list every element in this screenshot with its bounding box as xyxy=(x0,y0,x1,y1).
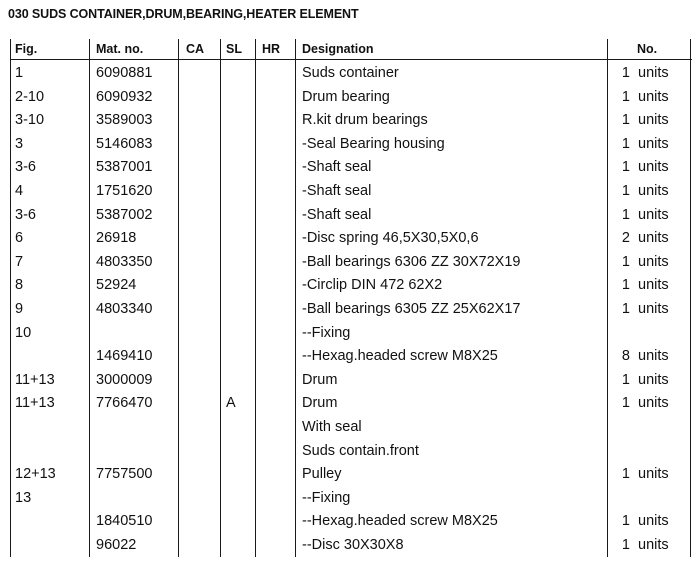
fig-number: 12+13 xyxy=(15,466,56,483)
material-number: 26918 xyxy=(96,230,137,247)
fig-number: 4 xyxy=(15,183,24,199)
material-number: 6090932 xyxy=(96,88,153,105)
quantity: 1 xyxy=(621,183,630,199)
quantity: 1 xyxy=(621,135,630,152)
table-row xyxy=(10,510,692,534)
material-number: 6090881 xyxy=(96,65,153,81)
quantity-unit: units xyxy=(638,135,669,152)
table-row xyxy=(10,322,692,346)
quantity-unit: units xyxy=(638,183,669,199)
table-row xyxy=(10,180,692,204)
table-row xyxy=(10,298,692,322)
table-row xyxy=(10,440,692,464)
quantity: 1 xyxy=(621,206,630,223)
material-number: 5387001 xyxy=(96,159,153,176)
table-row xyxy=(10,227,692,251)
material-number: 1469410 xyxy=(96,348,153,365)
material-number: 1840510 xyxy=(96,513,153,530)
material-number: 7757500 xyxy=(96,466,153,483)
column-header-sl: SL xyxy=(226,42,242,56)
quantity: 1 xyxy=(621,466,630,483)
fig-number: 11+13 xyxy=(15,371,55,388)
column-header-designation: Designation xyxy=(302,42,374,56)
quantity: 1 xyxy=(621,513,630,530)
designation: R.kit drum bearings xyxy=(302,112,428,129)
designation: --Disc 30X30X8 xyxy=(302,537,404,553)
table-row xyxy=(10,534,692,558)
table-row xyxy=(10,416,692,440)
material-number: 5146083 xyxy=(96,135,153,152)
quantity-unit: units xyxy=(638,206,669,223)
material-number: 7766470 xyxy=(96,395,153,412)
table-row xyxy=(10,156,692,180)
quantity: 1 xyxy=(621,159,630,176)
quantity: 1 xyxy=(621,112,630,129)
fig-number: 3 xyxy=(15,135,24,152)
designation: Drum xyxy=(302,395,338,412)
designation: -Shaft seal xyxy=(302,183,372,199)
material-number: 5387002 xyxy=(96,206,153,223)
document-title: 030 SUDS CONTAINER,DRUM,BEARING,HEATER ELEMENT xyxy=(8,7,359,21)
designation: With seal xyxy=(302,419,362,435)
quantity: 1 xyxy=(621,371,630,388)
material-number: 4803350 xyxy=(96,253,153,270)
table-row xyxy=(10,369,692,393)
designation: -Disc spring 46,5X30,5X0,6 xyxy=(302,230,479,247)
fig-number: 11+13 xyxy=(15,395,55,412)
table-row xyxy=(10,345,692,369)
fig-number: 8 xyxy=(15,277,24,294)
quantity: 1 xyxy=(621,301,630,317)
designation: Drum xyxy=(302,371,338,388)
table-row xyxy=(10,251,692,275)
quantity: 8 xyxy=(621,348,630,365)
material-number: 1751620 xyxy=(96,183,153,199)
column-header-ca: CA xyxy=(186,42,205,56)
quantity: 2 xyxy=(621,230,630,247)
table-row xyxy=(10,86,692,110)
quantity-unit: units xyxy=(638,395,669,412)
designation: --Hexag.headed screw M8X25 xyxy=(302,348,498,365)
table-row xyxy=(10,62,692,86)
quantity-unit: units xyxy=(638,513,669,530)
quantity-unit: units xyxy=(638,230,669,247)
table-row xyxy=(10,487,692,511)
table-row xyxy=(10,274,692,298)
table-row xyxy=(10,392,692,416)
fig-number: 10 xyxy=(15,324,32,341)
quantity: 1 xyxy=(621,537,630,553)
table-row xyxy=(10,463,692,487)
column-header-no: No. xyxy=(637,42,658,56)
fig-number: 1 xyxy=(15,65,24,81)
material-number: 52924 xyxy=(96,277,137,294)
designation: -Shaft seal xyxy=(302,159,372,176)
table-row xyxy=(10,109,692,133)
designation: --Hexag.headed screw M8X25 xyxy=(302,513,498,530)
quantity: 1 xyxy=(621,65,630,81)
header-rule xyxy=(10,59,692,60)
quantity-unit: units xyxy=(638,466,669,483)
quantity-unit: units xyxy=(638,301,669,317)
material-number: 3000009 xyxy=(96,371,153,388)
designation: -Ball bearings 6306 ZZ 30X72X19 xyxy=(302,253,521,270)
designation: Pulley xyxy=(302,466,342,483)
fig-number: 13 xyxy=(15,489,32,506)
designation: Drum bearing xyxy=(302,88,390,105)
designation: Suds contain.front xyxy=(302,442,419,459)
designation: -Shaft seal xyxy=(302,206,372,223)
table-row xyxy=(10,204,692,228)
fig-number: 2-10 xyxy=(15,88,45,105)
material-number: 96022 xyxy=(96,537,137,553)
quantity: 1 xyxy=(621,88,630,105)
fig-number: 3-6 xyxy=(15,159,36,176)
quantity-unit: units xyxy=(638,65,669,81)
quantity-unit: units xyxy=(638,112,669,129)
quantity: 1 xyxy=(621,253,630,270)
column-header-fig: Fig. xyxy=(15,42,38,56)
designation: -Ball bearings 6305 ZZ 25X62X17 xyxy=(302,301,521,317)
fig-number: 7 xyxy=(15,253,24,270)
designation: --Fixing xyxy=(302,324,351,341)
material-number: 3589003 xyxy=(96,112,153,129)
column-header-hr: HR xyxy=(262,42,281,56)
designation: --Fixing xyxy=(302,489,351,506)
table-row xyxy=(10,133,692,157)
designation: -Seal Bearing housing xyxy=(302,135,445,152)
fig-number: 3-6 xyxy=(15,206,36,223)
quantity-unit: units xyxy=(638,253,669,270)
quantity: 1 xyxy=(621,277,630,294)
material-number: 4803340 xyxy=(96,301,153,317)
quantity-unit: units xyxy=(638,88,669,105)
quantity-unit: units xyxy=(638,277,669,294)
designation: Suds container xyxy=(302,65,399,81)
designation: -Circlip DIN 472 62X2 xyxy=(302,277,443,294)
fig-number: 6 xyxy=(15,230,24,247)
quantity-unit: units xyxy=(638,159,669,176)
quantity-unit: units xyxy=(638,371,669,388)
quantity-unit: units xyxy=(638,348,669,365)
column-header-mat-no: Mat. no. xyxy=(96,42,144,56)
sl-flag: A xyxy=(226,395,236,412)
fig-number: 9 xyxy=(15,301,24,317)
quantity: 1 xyxy=(621,395,630,412)
quantity-unit: units xyxy=(638,537,669,553)
fig-number: 3-10 xyxy=(15,112,45,129)
